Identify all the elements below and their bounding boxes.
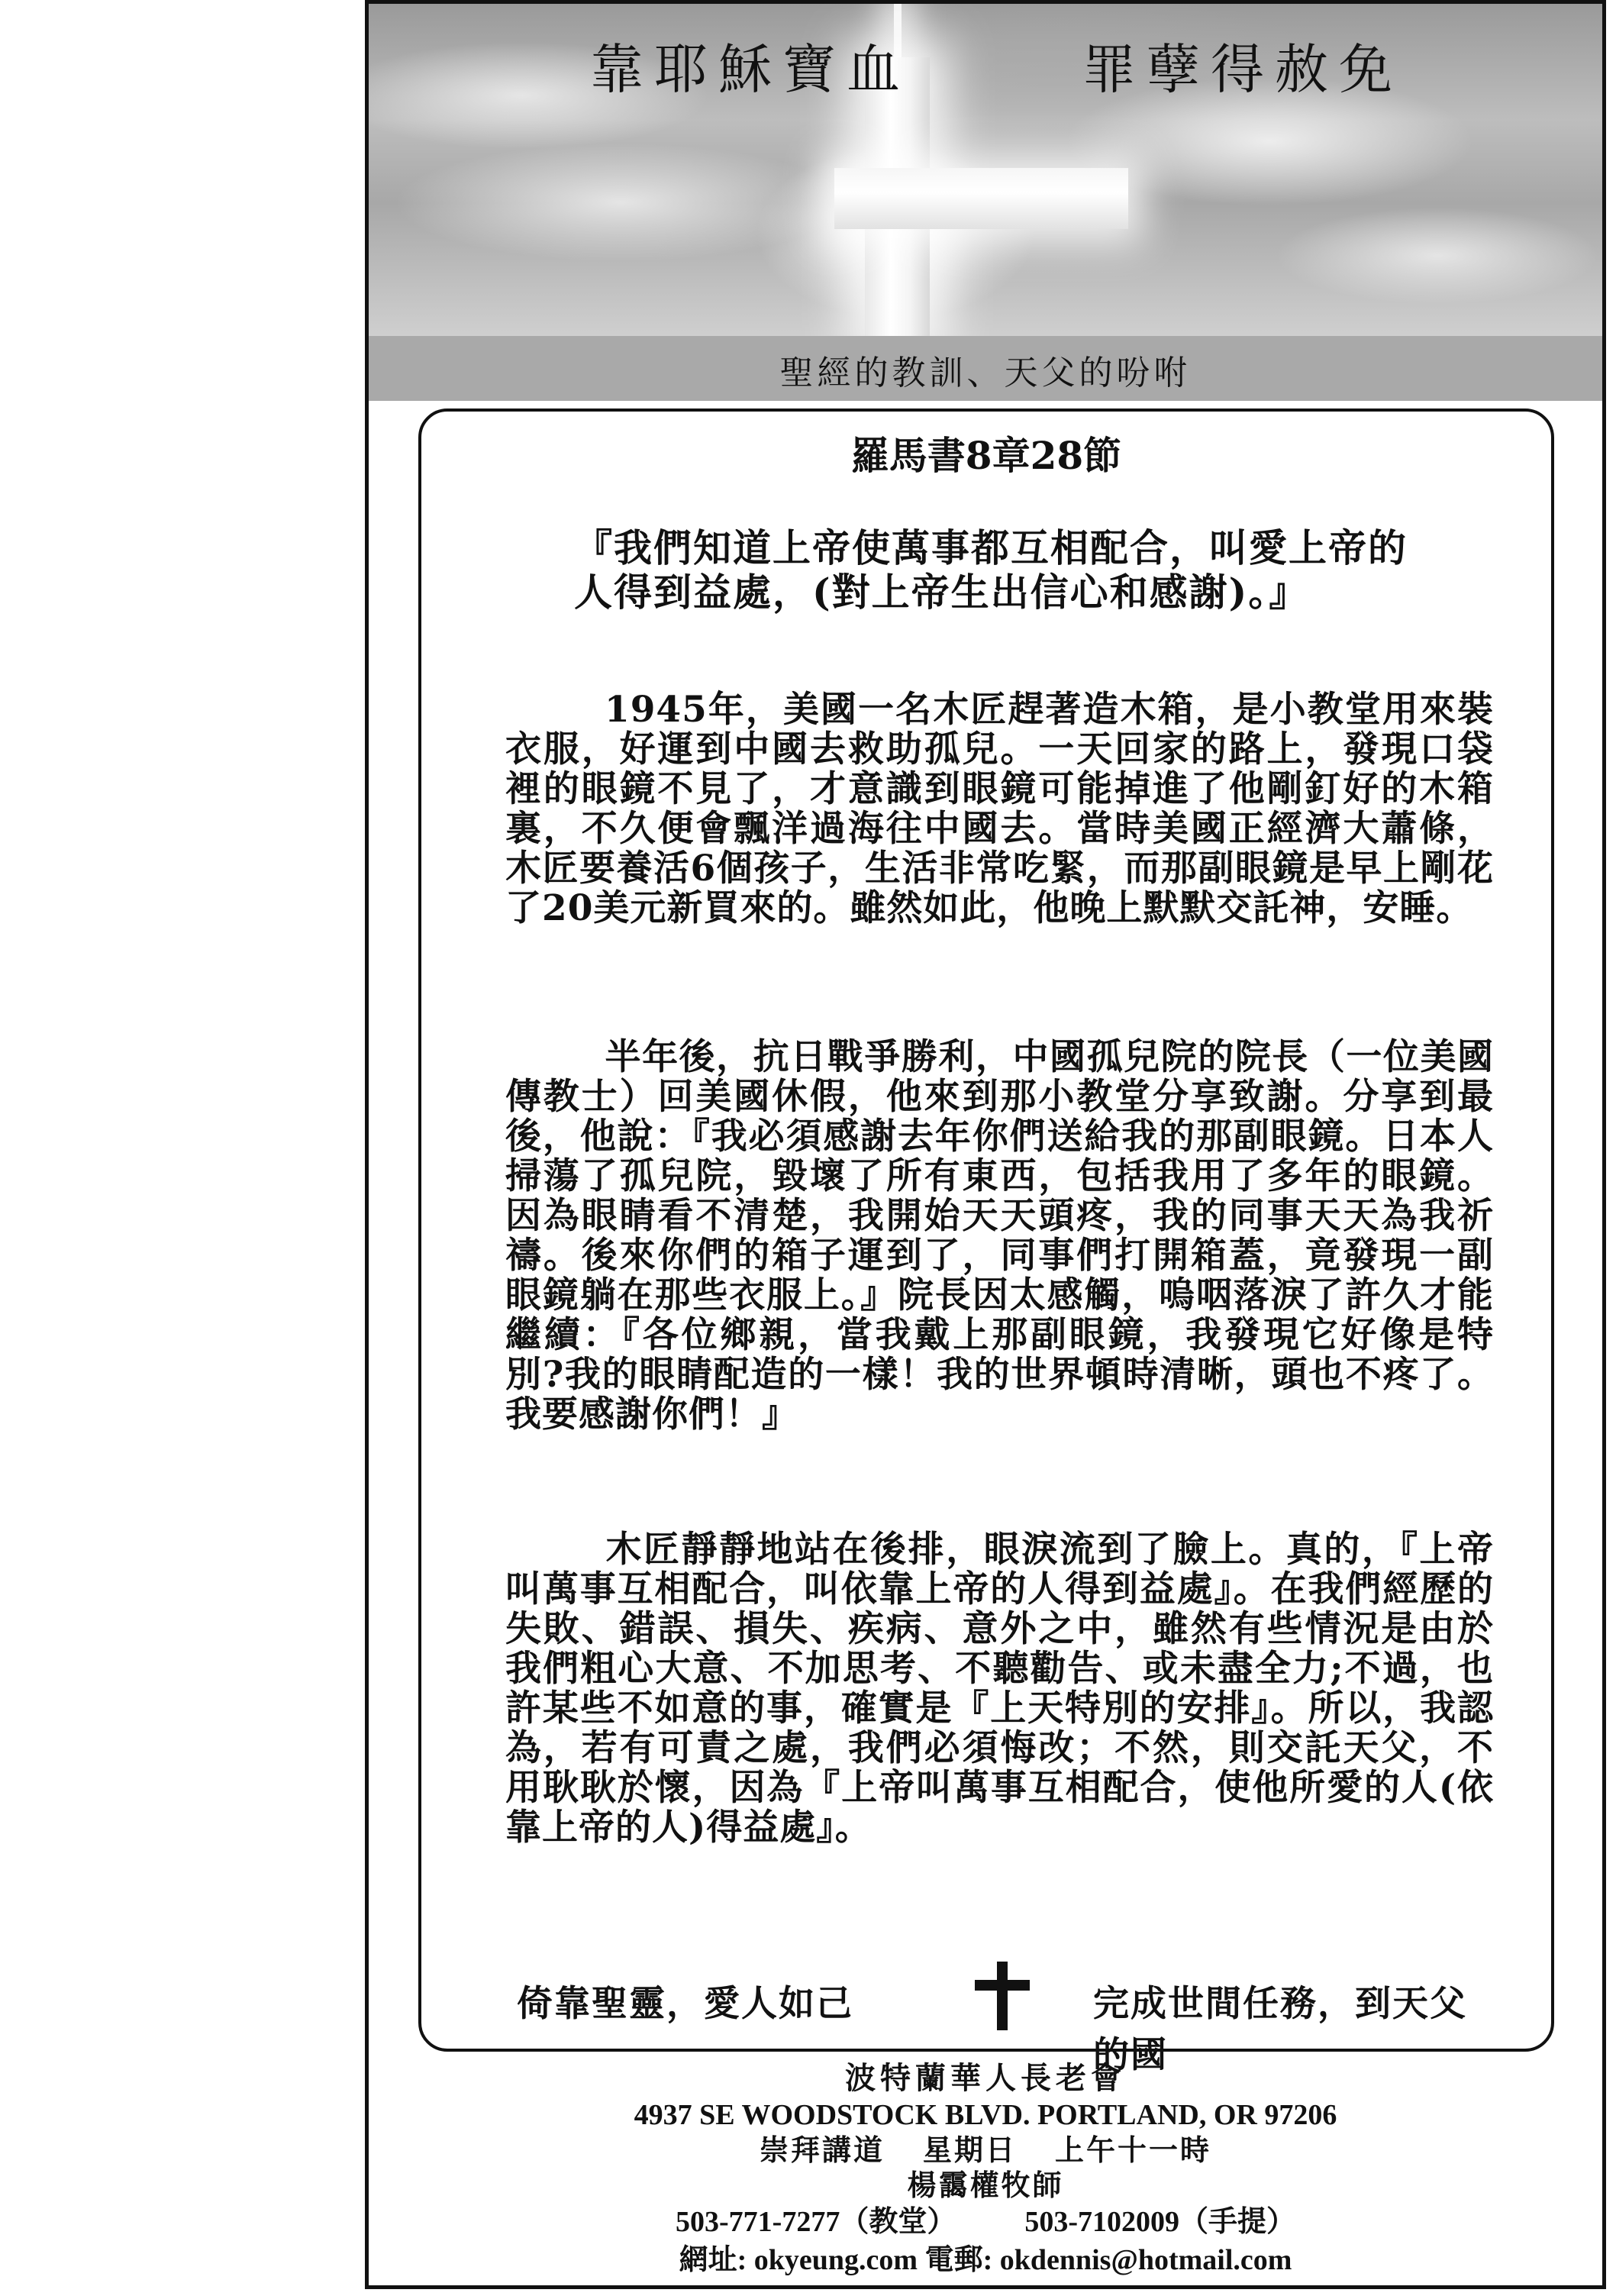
motto-left: 倚靠聖靈，愛人如己 xyxy=(517,1983,853,2025)
church-name: 波特蘭華人長老會 xyxy=(845,2060,1126,2096)
subtitle-bar xyxy=(369,336,1602,401)
motto-line xyxy=(517,1962,1479,2076)
service-time: 上午十一時 xyxy=(1055,2133,1212,2167)
subtitle: 聖經的教訓、天父的吩咐 xyxy=(779,354,1192,392)
paragraph-2 xyxy=(505,1038,1494,1435)
paragraph-1-text: 1945年，美國一名木匠趕著造木箱，是小教堂用來裝衣服，好運到中國去救助孤兒。一天回家的路上，發現口袋裡的眼鏡不見了，才意識到眼鏡可能掉進了他剛釘好的木箱裏，不久便會飄洋過海往中國去。當時美國正經濟大蕭條，木匠要養活6個孩子，生活非常吃緊，而那副眼鏡是早上剛花了20美元新買來的。雖然如此，他晚上默默交託神，安睡。 xyxy=(505,689,1494,929)
page-frame xyxy=(365,0,1606,2289)
verse-reference: 羅馬書8章28節 xyxy=(850,433,1122,478)
motto-right: 完成世間任務，到天父的國 xyxy=(1093,1983,1467,2076)
cross-icon xyxy=(975,1962,1030,2030)
web-contact xyxy=(369,2241,1602,2279)
paragraph-1 xyxy=(505,690,1494,928)
article-box xyxy=(418,409,1554,2076)
phone-mobile: 503-7102009（手提） xyxy=(1024,2206,1295,2238)
church-address: 4937 SE WOODSTOCK BLVD. PORTLAND, OR 97206 xyxy=(634,2099,1337,2131)
email-link[interactable]: okdennis@hotmail.com xyxy=(999,2244,1292,2276)
website-label: 網址: xyxy=(679,2244,747,2276)
banner-image xyxy=(369,4,1602,336)
paragraph-2-text: 半年後，抗日戰爭勝利，中國孤兒院的院長（一位美國傳教士）回美國休假，他來到那小教堂分享致謝。分享到最後，他說：『我必須感謝去年你們送給我的那副眼鏡。日本人掃蕩了孤兒院，毀壞了所有東西，包括我用了多年的眼鏡。因為眼睛看不清楚，我開始天天頭疼，我的同事天天為我祈禱。後來你們的箱子運到了，同事們打開箱蓋，竟發現一副眼鏡躺在那些衣服上。』院長因太感觸，嗚咽落淚了許久才能繼續：『各位鄉親，當我戴上那副眼鏡，我發現它好像是特別?我的眼睛配造的一樣！我的世界頓時清晰，頭也不疼了。我要感謝你們！』 xyxy=(505,1036,1494,1435)
banner-right-title: 罪孽得赦免 xyxy=(1082,38,1403,101)
phone-church: 503-771-7277（教堂） xyxy=(676,2206,956,2238)
email-label: 電郵: xyxy=(924,2244,993,2276)
paragraph-3-text: 木匠靜靜地站在後排，眼淚流到了臉上。真的，『上帝叫萬事互相配合，叫依靠上帝的人得到益處』。在我們經歷的失敗、錯誤、損失、疾病、意外之中，雖然有些情況是由於我們粗心大意、不加思考、不聽勸告、或未盡全力;不過，也許某些不如意的事，確實是『上天特別的安排』。所以，我認為，若有可責之處，我們必須悔改；不然，則交託天父，不用耿耿於懷，因為『上帝叫萬事互相配合，使他所愛的人(依靠上帝的人)得益處』。 xyxy=(505,1529,1494,1849)
paragraph-3 xyxy=(505,1530,1494,1848)
service-day: 星期日 xyxy=(922,2133,1017,2167)
cross-icon-bar xyxy=(834,168,1128,229)
phone-numbers xyxy=(369,2203,1602,2241)
website-link[interactable]: okyeung.com xyxy=(753,2244,918,2276)
church-info xyxy=(369,2059,1602,2279)
service-label: 崇拜講道 xyxy=(759,2133,885,2167)
pastor-name: 楊靄權牧師 xyxy=(907,2168,1064,2202)
scripture-quote: 『我們知道上帝使萬事都互相配合，叫愛上帝的人得到益處，(對上帝生出信心和感謝)。』 xyxy=(574,525,1408,615)
banner-left-title: 靠耶穌寶血 xyxy=(590,38,911,101)
service-times xyxy=(369,2133,1602,2168)
